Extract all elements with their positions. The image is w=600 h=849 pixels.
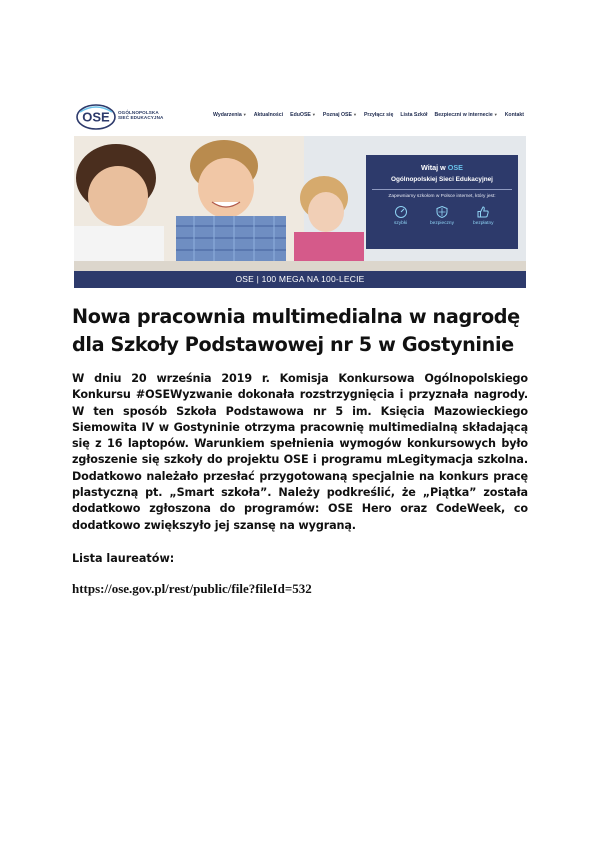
article-title: Nowa pracownia multimedialna w nagrodę dla Szkoły Podstawowej nr 5 w Gostyninie xyxy=(72,305,520,356)
feature-free: bezpłatny xyxy=(468,205,498,226)
logo-subtitle: OGÓLNOPOLSKA SIEĆ EDUKACYJNA xyxy=(118,110,164,121)
welcome-card xyxy=(366,155,518,249)
welcome-heading: Witaj w OSE xyxy=(421,163,463,172)
chevron-down-icon: ▼ xyxy=(493,112,498,117)
logo-text: OSE xyxy=(82,109,110,125)
nav-item-przylacz-sie[interactable]: Przyłącz się xyxy=(363,112,394,118)
nav-item-bezpieczni[interactable]: Bezpieczni w internecie▼ xyxy=(434,112,498,118)
chevron-down-icon: ▼ xyxy=(311,112,316,117)
feature-icons xyxy=(366,205,518,226)
nav-item-eduose[interactable]: EduOSE▼ xyxy=(290,112,316,118)
ose-logo xyxy=(76,104,116,130)
welcome-name: Ogólnopolskiej Sieci Edukacyjnej xyxy=(391,176,493,183)
feature-fast: szybki xyxy=(386,205,416,226)
nav-item-kontakt[interactable]: Kontakt xyxy=(504,112,524,118)
nav-item-poznaj-ose[interactable]: Poznaj OSE▼ xyxy=(322,112,357,118)
nav-item-wydarzenia[interactable]: Wydarzenia▼ xyxy=(213,112,247,118)
laureates-link[interactable]: https://ose.gov.pl/rest/public/file?fileId=532 xyxy=(72,581,312,596)
shield-icon xyxy=(435,205,449,219)
speedometer-icon xyxy=(394,205,408,219)
hero-image xyxy=(74,136,526,271)
site-header xyxy=(74,98,526,136)
thumbs-up-icon xyxy=(476,205,490,219)
welcome-tagline: Zapewniamy szkołom w Polsce internet, który jest: xyxy=(388,194,496,199)
main-nav xyxy=(213,112,524,118)
nav-item-lista-szkol[interactable]: Lista Szkół xyxy=(400,112,428,118)
article-body: W dniu 20 września 2019 r. Komisja Konkursowa Ogólnopolskiego Konkursu #OSEWyzwanie dokonała rozstrzygnięcia i przyznała nagrody. W ten sposób Szkoła Podstawowa nr 5 im. Księcia Mazowieckiego Siemowita IV w Gostyninie otrzyma pracownię multimedialną składającą się z 16 laptopów. Warunkiem spełnienia wymogów konkursowych było zgłoszenie się szkoły do projektu OSE i programu mLegitymacja szkolna. Dodatkowo należało przesłać przygotowaną specjalnie na konkurs pracę plastyczną pt. „Smart szkoła”. Należy podkreślić, że „Piątka” została dodatkowo zgłoszona do programów: OSE Hero oraz CodeWeek, co dodatkowo zwiększyło jej szansę na wygraną. xyxy=(72,372,528,532)
campaign-banner: OSE | 100 MEGA NA 100-LECIE xyxy=(74,271,526,288)
chevron-down-icon: ▼ xyxy=(242,112,247,117)
feature-safe: bezpieczny xyxy=(427,205,457,226)
laureates-label: Lista laureatów: xyxy=(72,552,175,565)
nav-item-aktualnosci[interactable]: Aktualności xyxy=(253,112,284,118)
website-screenshot xyxy=(74,98,526,288)
divider xyxy=(372,189,512,190)
chevron-down-icon: ▼ xyxy=(352,112,357,117)
